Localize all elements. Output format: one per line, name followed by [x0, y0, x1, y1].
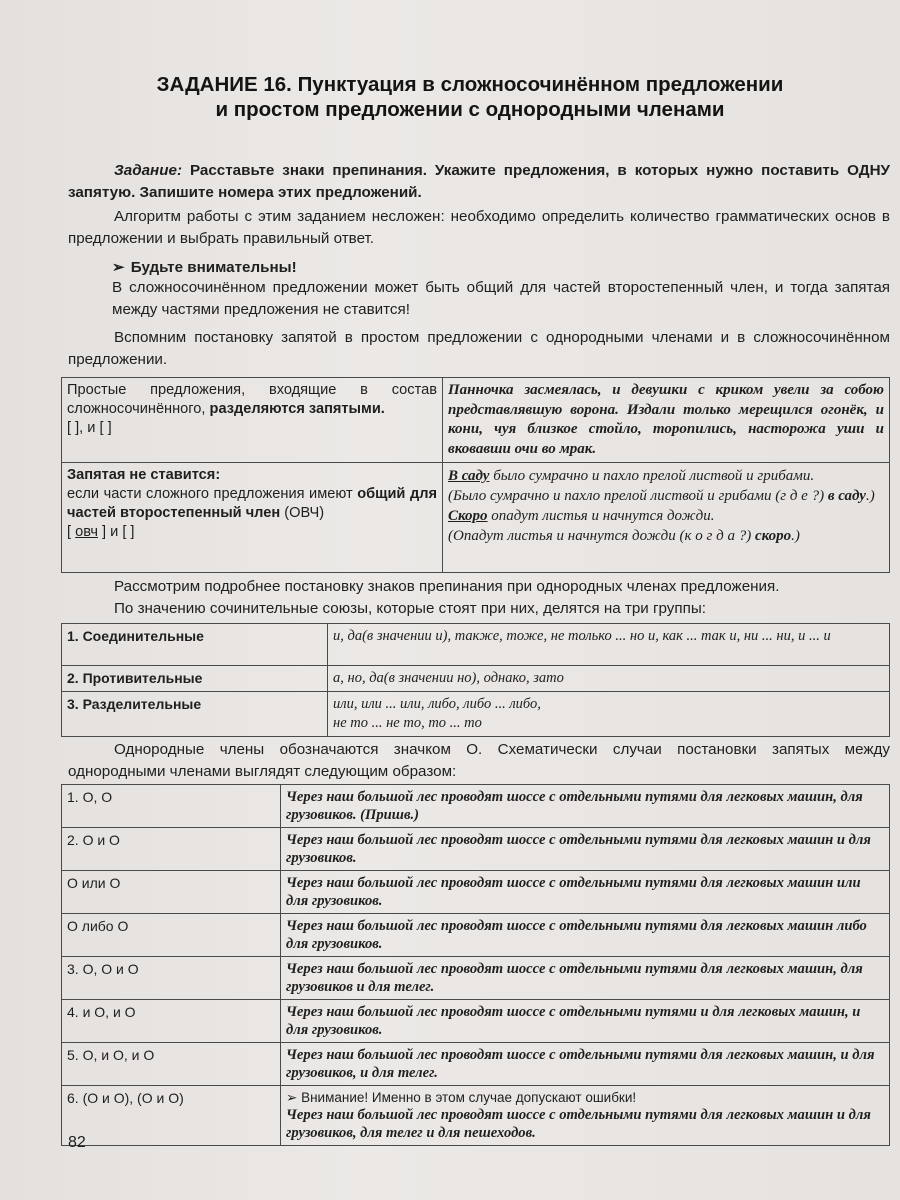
table-row [62, 914, 890, 957]
example-cell: ➢ Внимание! Именно в этом случае допускают ошибки! Через наш большой лес проводят шоссе с отдельными путями для легковых машин и для грузовиков, для телег и для пешеходов. [281, 1086, 890, 1146]
page-number: 82 [68, 1134, 86, 1151]
group-conjunctions: и, да(в значении и), также, тоже, не только ... но и, как ... так и, ни ... ни, и ... и [328, 624, 890, 666]
table-row [62, 463, 890, 573]
group-conjunctions: а, но, да(в значении но), однако, зато [328, 666, 890, 692]
example-cell: Через наш большой лес проводят шоссе с отдельными путями для легковых машин, и для грузовиков, и для телег. [281, 1043, 890, 1086]
example-cell: Через наш большой лес проводят шоссе с отдельными путями для легковых машин, для грузовиков и для телег. [281, 957, 890, 1000]
scheme-cell: О или О [62, 871, 281, 914]
table-row [62, 785, 890, 828]
scheme-cell: 1. О, О [62, 785, 281, 828]
comma-rules-table [61, 377, 890, 573]
scheme-cell: 2. О и О [62, 828, 281, 871]
rule-cell: Запятая не ставится: если части сложного предложения имеют общий для частей второстепенный член (ОВЧ) [ овч ] и [ ] [62, 463, 443, 573]
example-cell: Через наш большой лес проводят шоссе с отдельными путями для легковых машин или для грузовиков. [281, 871, 890, 914]
table-row [62, 666, 890, 692]
table-row [62, 1000, 890, 1043]
scheme-cell: О либо О [62, 914, 281, 957]
algorithm-paragraph: Алгоритм работы с этим заданием несложен: необходимо определить количество грамматических основ в предложении и выбрать правильный ответ. [68, 208, 890, 247]
rule-cell: Простые предложения, входящие в состав сложносочинённого, разделяются запятыми. [ ], и [ ] [62, 378, 443, 463]
task-paragraph: Задание: Расставьте знаки препинания. Укажите предложения, в которых нужно поставить ОДНУ запятую. Запишите номера этих предложений. [68, 162, 890, 201]
group-name: 2. Противительные [62, 666, 328, 692]
table-row [62, 871, 890, 914]
recall-paragraph: Вспомним постановку запятой в простом предложении с однородными членами и в сложносочинённом предложении. [68, 329, 890, 368]
arrow-icon: ➢ [112, 259, 125, 276]
schemes-table [61, 784, 890, 1146]
scheme-cell: 6. (О и О), (О и О) [62, 1086, 281, 1146]
arrow-icon: ➢ [286, 1090, 298, 1105]
example-cell: В саду было сумрачно и пахло прелой листвой и грибами. (Было сумрачно и пахло прелой листвой и грибами (г д е ?) в саду.) Скоро опадут листья и начнутся дожди. (Опадут листья и начнутся дожди (к о г д а ?) скоро.) [443, 463, 890, 573]
homog-paragraph: Однородные члены обозначаются значком О. Схематически случаи постановки запятых между однородными членами выглядят следующим образом: [68, 741, 890, 780]
attention-heading: ➢ Будьте внимательны! [112, 259, 297, 276]
group-name: 1. Соединительные [62, 624, 328, 666]
example-cell: Через наш большой лес проводят шоссе с отдельными путями для легковых машин либо для грузовиков. [281, 914, 890, 957]
group-name: 3. Разделительные [62, 692, 328, 737]
warning-note: ➢ Внимание! Именно в этом случае допускают ошибки! [286, 1090, 637, 1105]
scheme-cell: 5. О, и О, и О [62, 1043, 281, 1086]
scheme-cell: 4. и О, и О [62, 1000, 281, 1043]
table-row [62, 624, 890, 666]
conjunction-groups-table [61, 623, 890, 737]
example-cell: Через наш большой лес проводят шоссе с отдельными путями и для легковых машин, и для грузовиков. [281, 1000, 890, 1043]
table-row [62, 1043, 890, 1086]
scheme-cell: 3. О, О и О [62, 957, 281, 1000]
groups-intro: По значению сочинительные союзы, которые стоят при них, делятся на три группы: [114, 600, 706, 617]
table-row [62, 957, 890, 1000]
table-row [62, 1086, 890, 1146]
ovch-scheme: [ овч ] и [ ] [67, 524, 135, 540]
group-conjunctions: или, или ... или, либо, либо ... либо, не то ... не то, то ... то [328, 692, 890, 737]
consider-paragraph: Рассмотрим подробнее постановку знаков препинания при однородных членах предложения. [114, 578, 780, 595]
table-row [62, 378, 890, 463]
table-row [62, 692, 890, 737]
page-title: ЗАДАНИЕ 16. Пунктуация в сложносочинённом предложении и простом предложении с однородными членами [156, 73, 784, 121]
attention-paragraph: В сложносочинённом предложении может быть общий для частей второстепенный член, и тогда запятая между частями предложения не ставится! [112, 279, 890, 318]
example-cell: Через наш большой лес проводят шоссе с отдельными путями для легковых машин и для грузовиков. [281, 828, 890, 871]
example-cell: Панночка засмеялась, и девушки с криком увели за собою представлявшую ворона. Издали только мерещился огонёк, и кони, чуя близкое стойло, торопились, насторожа уши и вковавши очи во мрак. [443, 378, 890, 463]
table-row [62, 828, 890, 871]
example-cell: Через наш большой лес проводят шоссе с отдельными путями для легковых машин, для грузовиков. (Пришв.) [281, 785, 890, 828]
